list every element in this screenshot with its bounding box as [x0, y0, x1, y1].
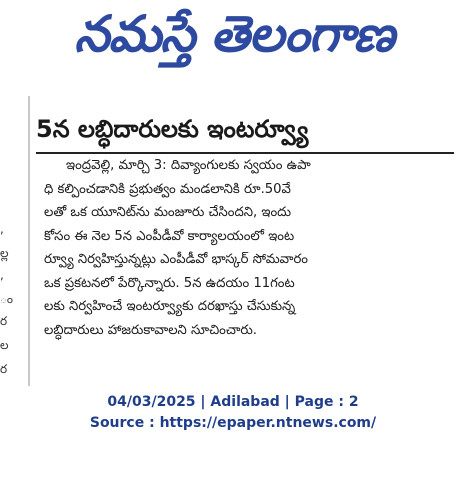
column-fragment: , — [0, 222, 4, 236]
article-body — [44, 154, 458, 342]
article-body-line: కోసం ఈ నెల 5న ఎంపీడీవో కార్యాలయంలో ఇంట — [44, 228, 295, 244]
column-fragment: ల — [0, 338, 9, 352]
column-fragment: ల్ల — [0, 246, 9, 260]
article-body-line: ఒక ప్రకటనలో పేర్కొన్నారు. 5న ఉదయం 11గంట — [44, 275, 295, 291]
newspaper-masthead: నమస్తే తెలంగాణ — [74, 4, 394, 63]
column-fragment: , — [0, 268, 4, 282]
article-body-line: లబ్ధిదారులు హాజరుకావాలని సూచించారు. — [44, 322, 257, 338]
article-headline: 5న లబ్ధిదారులకు ఇంటర్వ్యూ — [36, 115, 309, 143]
article-body-line: ఇంద్రవెల్లి, మార్చి 3: దివ్యాంగులకు స్వయం ఉపా — [66, 158, 311, 173]
source-link[interactable]: Source : https://epaper.ntnews.com/ — [89, 415, 377, 431]
column-fragment: ర — [0, 314, 8, 328]
article-body-line: ధి కల్పించడానికి ప్రభుత్వం మండలానికి రూ.50వే — [44, 181, 291, 197]
edition-info: 04/03/2025 | Adilabad | Page : 2 — [107, 394, 359, 410]
article-body-line: లతో ఒక యూనిట్‌ను మంజూరు చేసిందని, ఇందు — [44, 205, 292, 220]
column-fragment: ర — [0, 362, 8, 376]
column-fragment: ం — [0, 292, 14, 306]
article-body-line: లకు నిర్వహించే ఇంటర్వ్యూకు దరఖాస్తు చేసుకున్న — [44, 299, 296, 314]
article-body-line: ర్వ్యూ నిర్వహిస్తున్నట్లు ఎంపీడీవో భాస్కర్ సోమవారం — [44, 252, 308, 267]
page-footer — [0, 392, 466, 434]
